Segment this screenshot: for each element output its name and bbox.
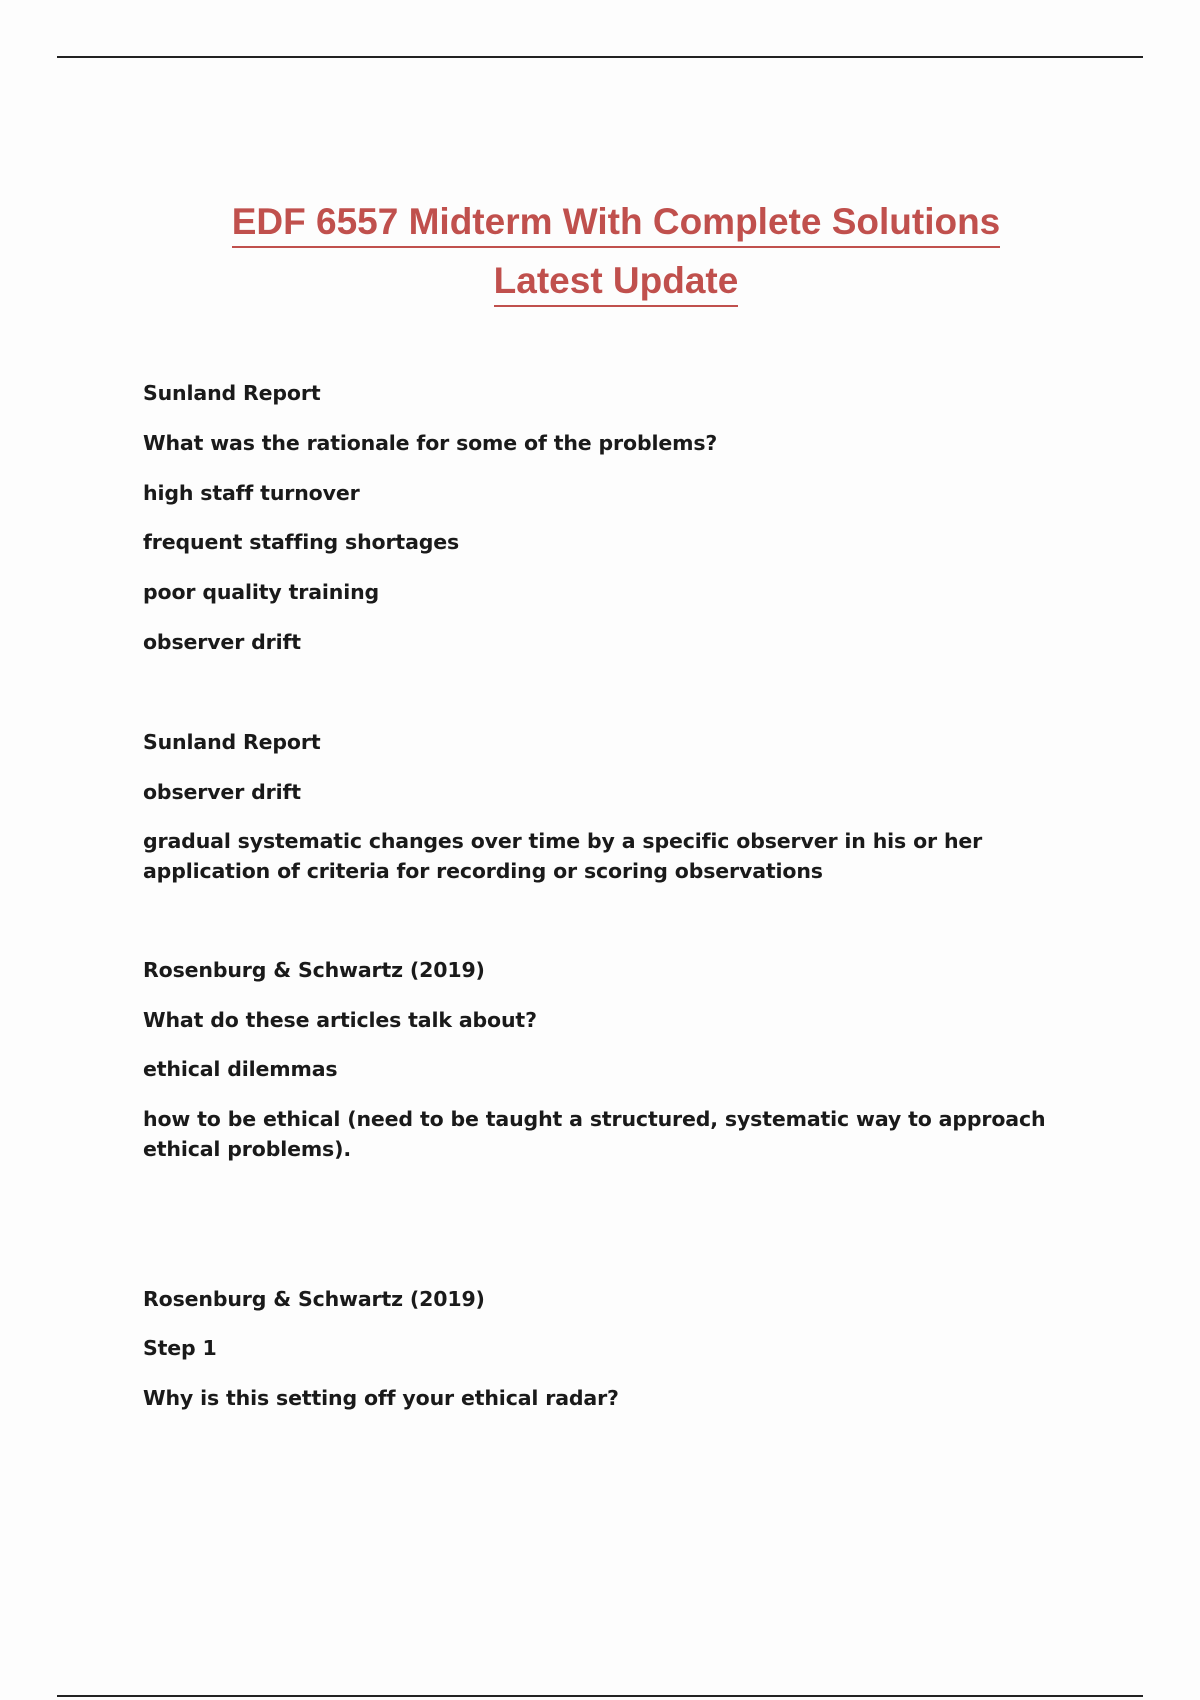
title-line-2: Latest Update [494,258,739,307]
card-4-line-1: Step 1 [143,1336,217,1360]
card-4-line-2: Why is this setting off your ethical radar? [143,1386,619,1410]
card-3-heading: Rosenburg & Schwartz (2019) [143,958,485,982]
bottom-rule [57,1695,1143,1697]
card-3-line-1: What do these articles talk about? [143,1008,537,1032]
card-1-line-4: poor quality training [143,580,380,604]
document-title [0,192,1200,310]
card-1-heading: Sunland Report [143,381,321,405]
card-3-line-2: ethical dilemmas [143,1057,338,1081]
card-1-line-3: frequent staffing shortages [143,530,460,554]
card-1-line-2: high staff turnover [143,481,360,505]
card-2-line-2: gradual systematic changes over time by a specific observer in his or her application of criteria for recording or scoring observations [143,829,983,883]
card-1-line-1: What was the rationale for some of the problems? [143,431,718,455]
card-2-heading: Sunland Report [143,730,321,754]
card-2-line-1: observer drift [143,780,301,804]
title-line-1: EDF 6557 Midterm With Complete Solutions [232,199,1001,248]
card-4-heading: Rosenburg & Schwartz (2019) [143,1287,485,1311]
card-3-line-3: how to be ethical (need to be taught a structured, systematic way to approach ethical problems). [143,1107,1046,1161]
top-rule [57,56,1143,58]
card-1-line-5: observer drift [143,630,301,654]
